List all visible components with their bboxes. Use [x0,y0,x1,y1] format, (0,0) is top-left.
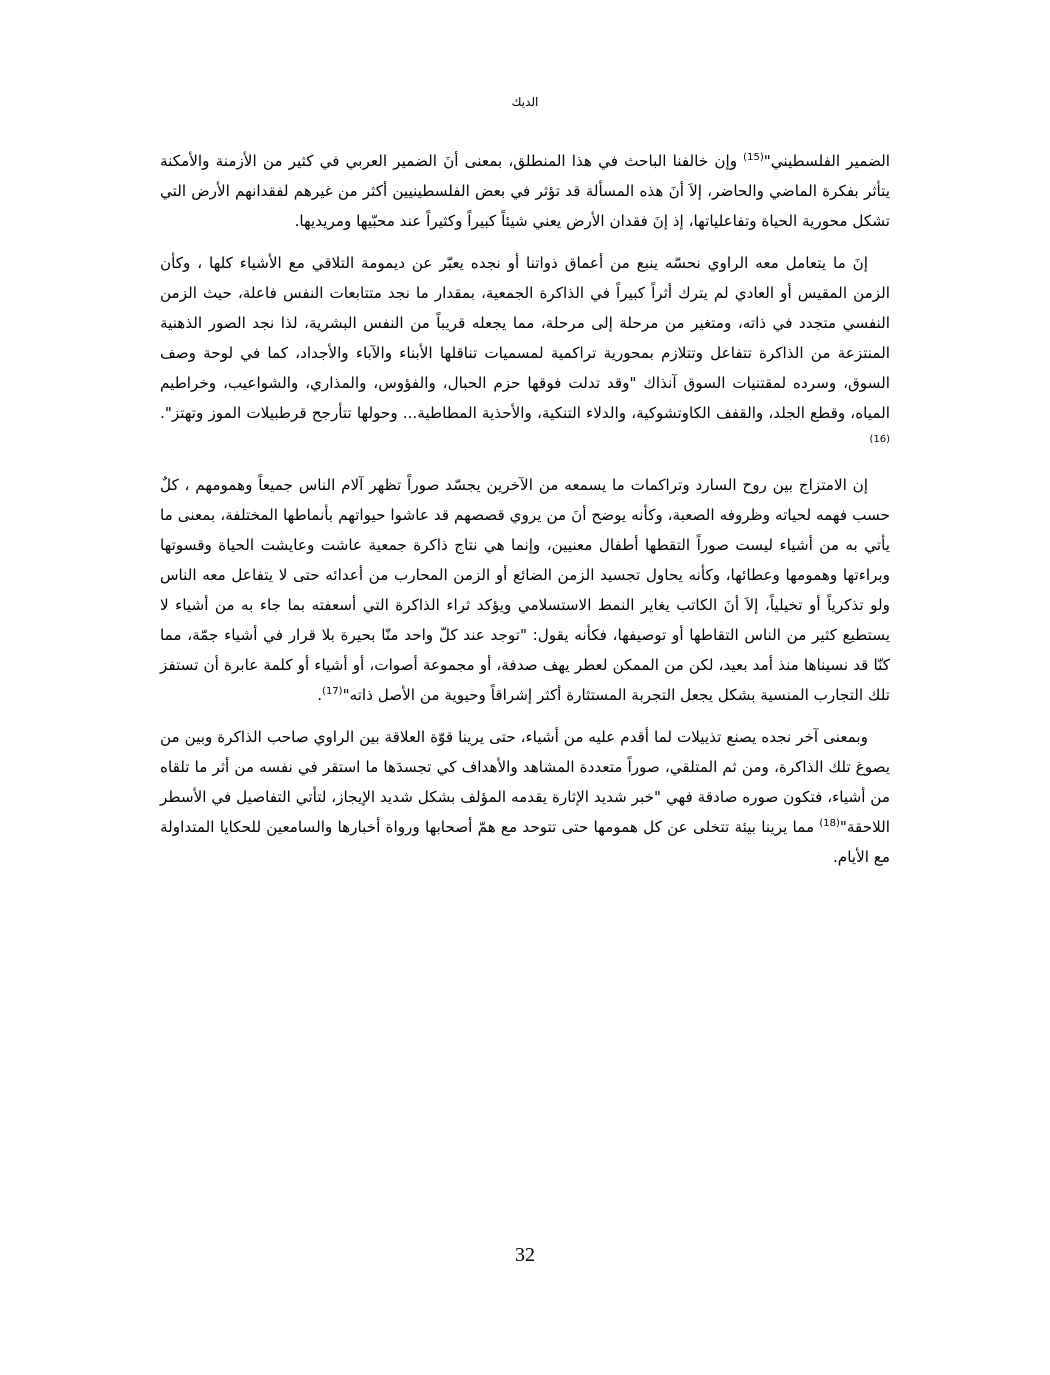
page-body [160,146,890,872]
paragraph-text: وإن خالفنا الباحث في هذا المنطلق، بمعنى أنَ الضمير العربي في كثير من الأزمنة والأمكنة يتأثر بفكرة الماضي والحاضر، إلاَ أنَ هذه المسألة قد تؤثر في بعض الفلسطينيين أكثر من غيرهم لفقدانهم الأرض التي تشكل محورية الحياة وتفاعلياتها، إذ إنَ فقدان الأرض يعني شيئاً كبيراً وكثيراً عند محبّيها ومريديها. [160,152,890,230]
paragraph-4 [160,722,890,872]
page-header [0,94,1050,110]
header-title: الديك [511,95,539,109]
paragraph-text: مما يرينا بيئة تتخلى عن كل همومها حتى تتوحد مع همّ أصحابها ورواة أخبارها والسامعين للحكايا المتداولة مع الأيام. [160,818,890,866]
footnote-reference[interactable]: (18) [819,818,840,829]
paragraph-1 [160,146,890,236]
paragraph-text: الضمير الفلسطيني" [763,152,890,170]
page-number-value: 32 [515,1244,535,1266]
paragraph-2 [160,248,890,458]
footnote-reference[interactable]: (17) [322,686,343,697]
paragraph-text: إن الامتزاج بين روح السارد وتراكمات ما يسمعه من الآخرين يجسّد صوراً تظهر آلام الناس جميعاً وهمومهم ، كلٌ حسب فهمه لحياته وظروفه الصعبة، وكأنه يوضح أنَ من يروي قصصهم قد عاشوا حيواتهم بأنماطها المختلفة، بمعنى ما يأتي به من أشياء ليست صوراً التقطها أطفال معنيين، وإنما هي نتاج ذاكرة جمعية عاشت وعايشت الحياة وقسوتها وبراءتها وهمومها وعطائها، وكأنه يحاول تجسيد الزمن الضائع أو الزمن المحارب من أعدائه حتى لا يتفاعل معه الناس ولو تذكرياً أو تخيلياً، إلاَ أنَ الكاتب يغاير النمط الاستسلامي ويؤكد ثراء الذاكرة التي أسعفته بما جاء به من أشياء لا يستطيع كثير من الناس التقاطها أو توصيفها، فكأنه يقول: "توجد عند كلّ واحد منّا بحيرة بلا قرار في أشياء جمّة، مما كنّا قد نسيناها منذ أمد بعيد، لكن من الممكن لعطر يهف صدفة، أو مجموعة أصوات، أو أشياء أو كلمة عابرة أن تستفز تلك التجارب المنسية بشكل يجعل التجربة المستثارة أكثر إشراقاً وحيوية من الأصل ذاته" [160,476,890,704]
paragraph-text: وبمعنى آخر نجده يصنع تذييلات لما أقدم عليه من أشياء، حتى يرينا قوّة العلاقة بين الراوي صاحب الذاكرة وبين من يصوغ تلك الذاكرة، ومن ثم المتلقي، صوراً متعددة المشاهد والأهداف كي تجسدَها ما استقر في نفسه من أثر ما تلقاه من أشياء، فتكون صوره صادقة فهي "خبر شديد الإثارة يقدمه المؤلف بشكل شديد الإيجاز، لتأتي التفاصيل في الأسطر اللاحقة" [160,728,890,836]
footnote-reference[interactable]: (16) [869,434,890,445]
footnote-reference[interactable]: (15) [743,152,764,163]
paragraph-3 [160,470,890,710]
paragraph-text: إنَ ما يتعامل معه الراوي نحسّه ينبع من أعماق ذواتنا أو نجده يعبّر عن ديمومة التلاقي مع الأشياء كلها ، وكأن الزمن المقيس أو العادي لم يترك أثراً كبيراً في الذاكرة الجمعية، بمقدار ما نجد متتابعات النفس فاعلة، حيث الزمن النفسي متجدد في ذاته، ومتغير من مرحلة إلى مرحلة، مما يجعله قريباً من النفس البشرية، لذا نجد الصور الذهنية المنتزعة من الذاكرة تتفاعل وتتلازم بمحورية تراكمية لمسميات تناقلها الأبناء والآباء والأجداد، كما في لوحة وصف السوق، وسرده لمقتنيات السوق آنذاك "وقد تدلت فوقها حزم الحبال، والفؤوس، والمذاري، والشواعيب، وخراطيم المياه، وقطع الجلد، والقفف الكاوتشوكية، والدلاء التنكية، والأحذية المطاطية... وحولها تتأرجح قرطبيلات الموز وتهتز". [160,254,890,422]
paragraph-text: . [317,686,323,704]
page-number [0,1243,1050,1267]
